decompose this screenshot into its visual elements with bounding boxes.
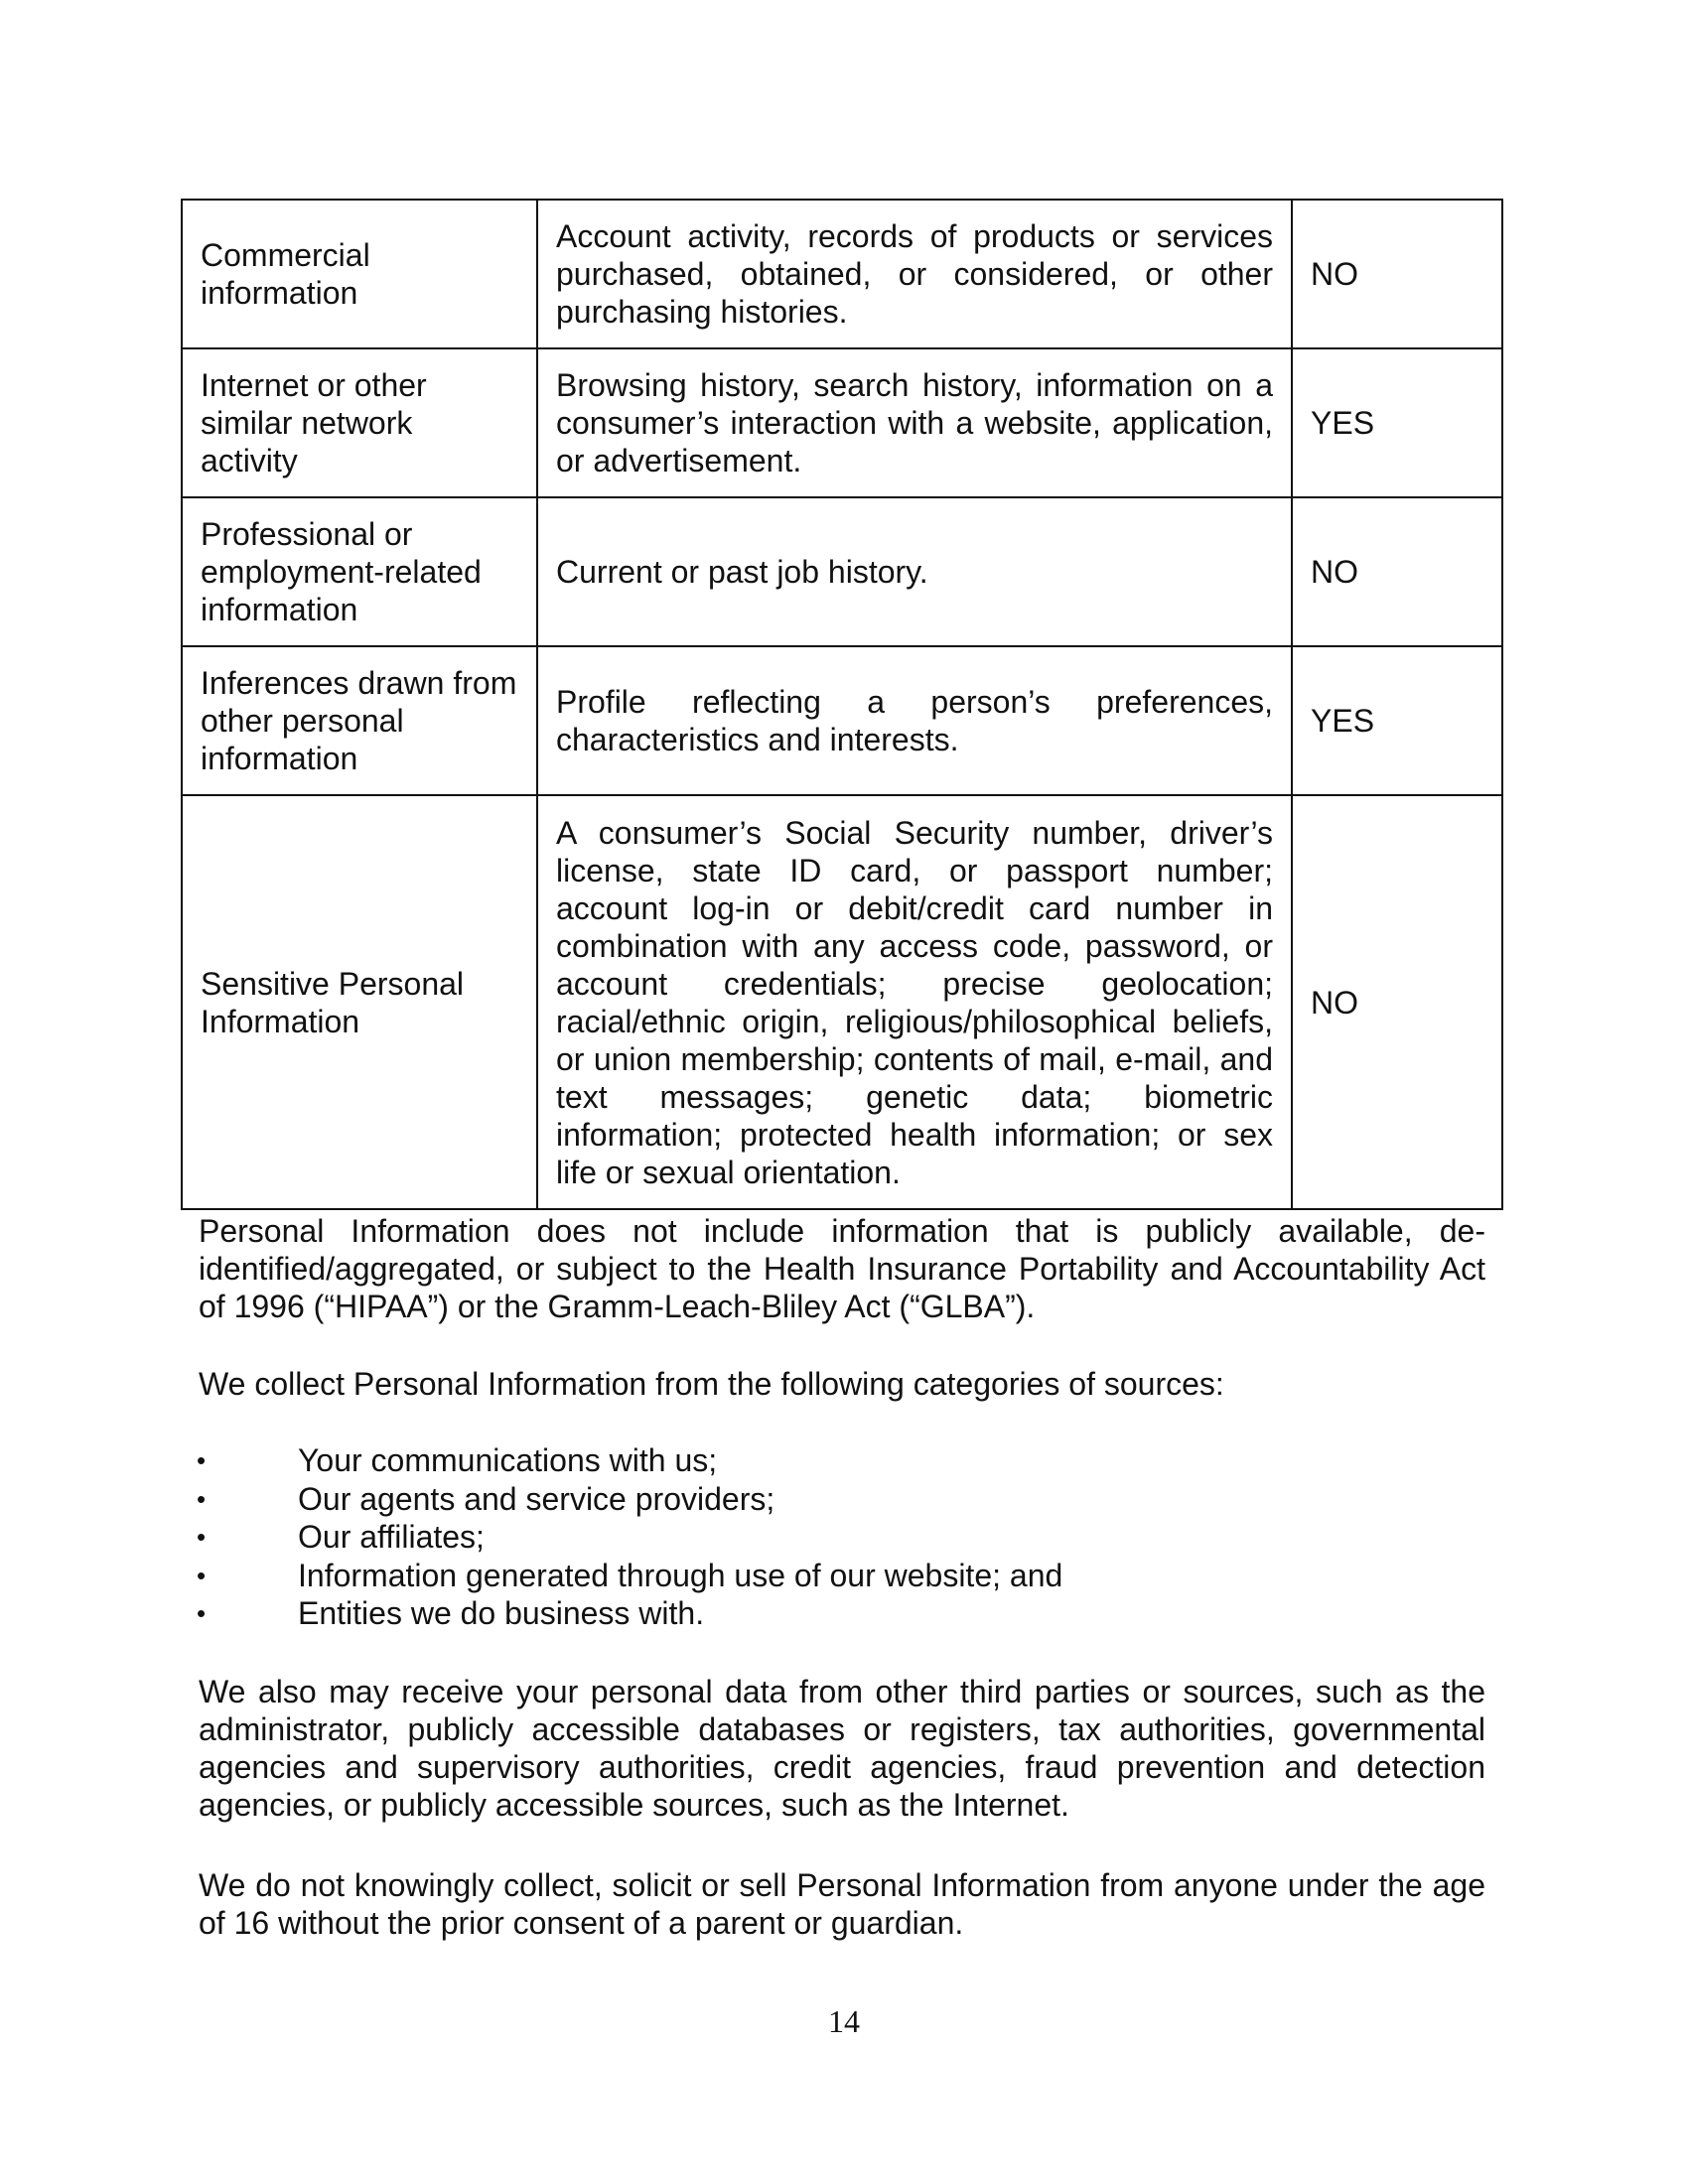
examples-cell: A consumer’s Social Security number, driver’s license, state ID card, or passport number; account log-in or debit/credit card number in combination with any access code, password, or account credentials; precise geolocation; racial/ethnic origin, religious/philosophical beliefs, or union membership; contents of mail, e-mail, and text messages; genetic data; biometric information; protected health information; or sex life or sexual orientation. <box>537 795 1292 1209</box>
list-item <box>199 1441 1485 1480</box>
table-row <box>182 200 1502 348</box>
category-cell: Commercial information <box>182 200 537 348</box>
examples-cell: Browsing history, search history, information on a consumer’s interaction with a website, application, or advertisement. <box>537 348 1292 497</box>
list-item <box>199 1480 1485 1519</box>
list-item <box>199 1594 1485 1633</box>
bullet-icon: • <box>197 1445 207 1475</box>
third-parties-paragraph: We also may receive your personal data from other third parties or sources, such as the administrator, publicly accessible databases or registers, tax authorities, governmental agencies and supervisory authorities, credit agencies, fraud prevention and detection agencies, or publicly accessible sources, such as the Internet. <box>199 1674 1485 1823</box>
bullet-icon: • <box>197 1522 207 1552</box>
table-row <box>182 348 1502 497</box>
exclusions-paragraph: Personal Information does not include information that is publicly available, de-identified/aggregated, or subject to the Health Insurance Portability and Accountability Act of 1996 (“HIPAA”) or the Gramm-Leach-Bliley Act (“GLBA”). <box>199 1213 1485 1324</box>
personal-information-categories-table <box>181 199 1503 1210</box>
category-cell: Professional or employment-related information <box>182 497 537 646</box>
category-cell: Sensitive Personal Information <box>182 795 537 1209</box>
category-cell: Inferences drawn from other personal information <box>182 646 537 795</box>
examples-cell: Account activity, records of products or services purchased, obtained, or considered, or other purchasing histories. <box>537 200 1292 348</box>
bullet-icon: • <box>197 1483 207 1514</box>
list-item-text: Your communications with us; <box>298 1442 718 1478</box>
list-item-text: Information generated through use of our website; and <box>298 1557 1063 1593</box>
list-item-text: Entities we do business with. <box>298 1595 705 1631</box>
table-row <box>182 795 1502 1209</box>
table-row <box>182 646 1502 795</box>
bullet-icon: • <box>197 1560 207 1590</box>
category-cell: Internet or other similar network activity <box>182 348 537 497</box>
page-number: 14 <box>828 2003 860 2039</box>
collected-cell: YES <box>1292 348 1502 497</box>
examples-cell: Current or past job history. <box>537 497 1292 646</box>
list-item-text: Our affiliates; <box>298 1519 485 1555</box>
collected-cell: NO <box>1292 200 1502 348</box>
bullet-icon: • <box>197 1598 207 1628</box>
collected-cell: NO <box>1292 497 1502 646</box>
examples-cell: Profile reflecting a person’s preferences, characteristics and interests. <box>537 646 1292 795</box>
collected-cell: NO <box>1292 795 1502 1209</box>
sources-intro-paragraph: We collect Personal Information from the following categories of sources: <box>199 1366 1224 1402</box>
list-item-text: Our agents and service providers; <box>298 1480 775 1517</box>
list-item <box>199 1518 1485 1557</box>
minors-paragraph: We do not knowingly collect, solicit or sell Personal Information from anyone under the age of 16 without the prior consent of a parent or guardian. <box>199 1867 1485 1941</box>
sources-list <box>199 1441 1485 1633</box>
table-row <box>182 497 1502 646</box>
collected-cell: YES <box>1292 646 1502 795</box>
list-item <box>199 1557 1485 1595</box>
